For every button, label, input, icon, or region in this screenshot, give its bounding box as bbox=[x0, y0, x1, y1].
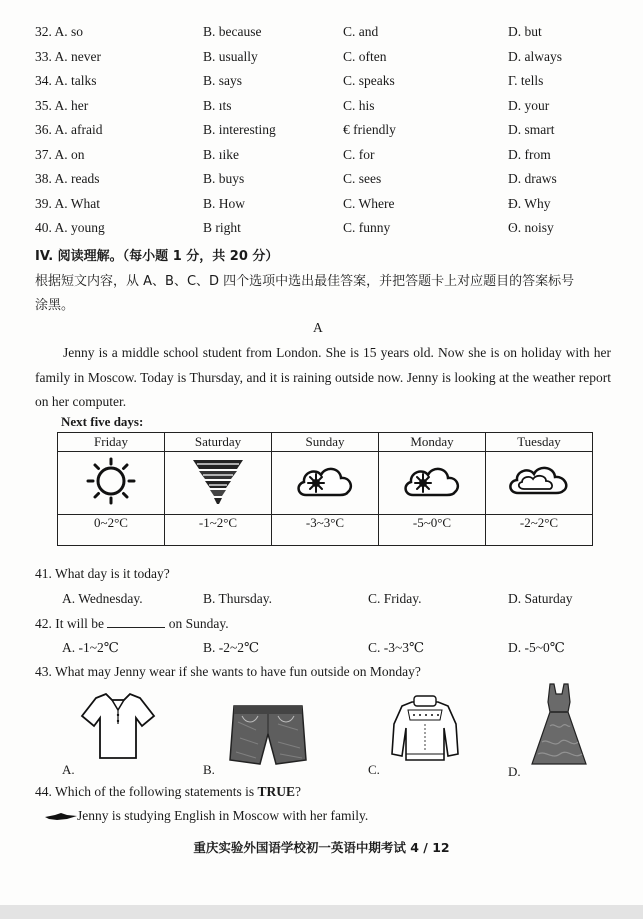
question-42-stem: 42. It will be bbox=[35, 616, 104, 631]
cloud-icon bbox=[504, 459, 574, 503]
option-d: D. from bbox=[508, 146, 551, 162]
option-d: D. smart bbox=[508, 122, 555, 137]
question-43: 43. What may Jenny wear if she wants to have fun outside on Monday? bbox=[35, 664, 421, 679]
question-41: 41. What day is it today? bbox=[35, 566, 170, 581]
passage-letter: A bbox=[313, 320, 323, 335]
weather-day: Friday bbox=[58, 433, 165, 452]
option-row bbox=[0, 147, 643, 167]
picture-d-label: D. bbox=[508, 764, 521, 779]
option-b: B. How bbox=[203, 195, 246, 211]
option-a: 34. A. talks bbox=[35, 73, 97, 88]
option-a: Jenny is studying English in Moscow with her family. bbox=[77, 808, 369, 823]
passage-text: Jenny is a middle school student from London. She is 15 years old. Now she is on holiday with her family in Moscow. Today is Thursday, and it is raining outside now. Jenny is looking at the weather report on her computer. bbox=[35, 345, 611, 409]
polo-shirt-image bbox=[80, 690, 156, 762]
option-c: C. Friday. bbox=[368, 591, 422, 606]
weather-icon-cell bbox=[165, 452, 272, 515]
option-c: C. for bbox=[343, 146, 375, 162]
picture-b-label: B. bbox=[203, 762, 215, 777]
option-row bbox=[0, 98, 643, 118]
denim-shorts-image bbox=[228, 700, 308, 768]
option-d: Đ. Why bbox=[508, 195, 551, 211]
option-row bbox=[0, 122, 643, 142]
option-c: C. and bbox=[343, 24, 379, 39]
option-c: C. funny bbox=[343, 220, 391, 235]
question-42 bbox=[35, 615, 229, 632]
weather-day: Sunday bbox=[272, 433, 379, 452]
question-42-options bbox=[0, 640, 643, 660]
option-d: D. always bbox=[508, 48, 562, 64]
option-c: C. Where bbox=[343, 195, 395, 211]
dress-image bbox=[528, 682, 590, 774]
option-d: D. but bbox=[508, 24, 542, 39]
option-d: D. draws bbox=[508, 171, 557, 186]
option-row bbox=[0, 196, 643, 216]
option-b: B. -2~2℃ bbox=[203, 640, 260, 655]
question-44-option-a bbox=[45, 808, 368, 824]
option-d: D. -5~0℃ bbox=[508, 640, 565, 655]
snow-cloud-icon bbox=[399, 457, 465, 505]
option-b: B. ıike bbox=[203, 146, 239, 162]
option-c: C. sees bbox=[343, 171, 382, 186]
question-41-options bbox=[0, 591, 643, 611]
weather-icon-cell bbox=[58, 452, 165, 515]
tornado-icon bbox=[187, 456, 249, 506]
sun-icon bbox=[80, 457, 142, 505]
option-d: D. your bbox=[508, 97, 550, 113]
question-42-stem-end: on Sunday. bbox=[168, 616, 229, 631]
sweater-image bbox=[388, 694, 462, 766]
scan-edge bbox=[0, 905, 643, 919]
section-title: IV. 阅读理解。（每小题 1 分，共 20 分） bbox=[35, 249, 279, 264]
option-d: D. Saturday bbox=[508, 591, 573, 606]
option-b: B. Thursday. bbox=[203, 591, 272, 606]
option-row bbox=[0, 49, 643, 69]
option-a: 35. A. her bbox=[35, 97, 89, 113]
question-44-stem: 44. Which of the following statements is bbox=[35, 784, 258, 799]
picture-a-label: A. bbox=[62, 762, 75, 777]
option-a: A. Wednesday. bbox=[62, 591, 143, 606]
option-a: 36. A. afraid bbox=[35, 122, 103, 137]
option-a: 40. A. young bbox=[35, 220, 105, 235]
weather-temp: 0~2°C bbox=[58, 515, 165, 546]
page-footer: 重庆实验外国语学校初一英语中期考试 4 / 12 bbox=[193, 840, 450, 855]
weather-temp: -1~2°C bbox=[165, 515, 272, 546]
option-b: B. ıts bbox=[203, 97, 232, 113]
weather-temp: -5~0°C bbox=[379, 515, 486, 546]
option-c: C. his bbox=[343, 97, 375, 113]
option-row bbox=[0, 171, 643, 191]
weather-temp: -3~3°C bbox=[272, 515, 379, 546]
option-a: 32. A. so bbox=[35, 24, 84, 39]
option-row bbox=[0, 73, 643, 93]
section-instruction-cont: 涂黑。 bbox=[35, 298, 75, 313]
option-row bbox=[0, 220, 643, 240]
option-b: B. because bbox=[203, 24, 262, 39]
option-b: B. usually bbox=[203, 48, 258, 64]
question-44-stem-end: ? bbox=[294, 784, 301, 799]
option-c: C. -3~3℃ bbox=[368, 640, 425, 655]
question-44 bbox=[35, 784, 301, 800]
weather-icon-cell bbox=[486, 452, 593, 515]
option-c: € friendly bbox=[343, 122, 396, 137]
option-row bbox=[0, 24, 643, 44]
weather-day: Saturday bbox=[165, 433, 272, 452]
picture-c-label: C. bbox=[368, 762, 380, 777]
option-a: 37. A. on bbox=[35, 146, 85, 162]
weather-icon-cell bbox=[379, 452, 486, 515]
pen-mark-icon bbox=[45, 811, 77, 823]
weather-day: Monday bbox=[379, 433, 486, 452]
option-a: 39. A. What bbox=[35, 195, 100, 211]
weather-day: Tuesday bbox=[486, 433, 593, 452]
option-c: C. speaks bbox=[343, 73, 395, 88]
snow-cloud-icon bbox=[292, 457, 358, 505]
option-a: 38. A. reads bbox=[35, 171, 100, 186]
option-d: Γ. tells bbox=[508, 73, 544, 88]
option-b: B. interesting bbox=[203, 122, 276, 137]
option-a: 33. A. never bbox=[35, 48, 101, 64]
option-d: ʘ. noisy bbox=[508, 220, 554, 235]
option-b: B. says bbox=[203, 73, 243, 88]
weather-table bbox=[57, 432, 593, 546]
option-c: C. often bbox=[343, 48, 387, 64]
section-instruction: 根据短文内容，从 A、B、C、D 四个选项中选出最佳答案，并把答题卡上对应题目的答案标号 bbox=[35, 274, 575, 289]
answer-blank bbox=[107, 615, 165, 628]
weather-label: Next five days: bbox=[61, 414, 144, 429]
option-b: B. buys bbox=[203, 171, 245, 186]
weather-temp: -2~2°C bbox=[486, 515, 593, 546]
weather-icon-cell bbox=[272, 452, 379, 515]
question-44-emphasis: TRUE bbox=[257, 784, 295, 799]
option-b: B right bbox=[203, 220, 241, 235]
option-a: A. -1~2℃ bbox=[62, 640, 119, 655]
